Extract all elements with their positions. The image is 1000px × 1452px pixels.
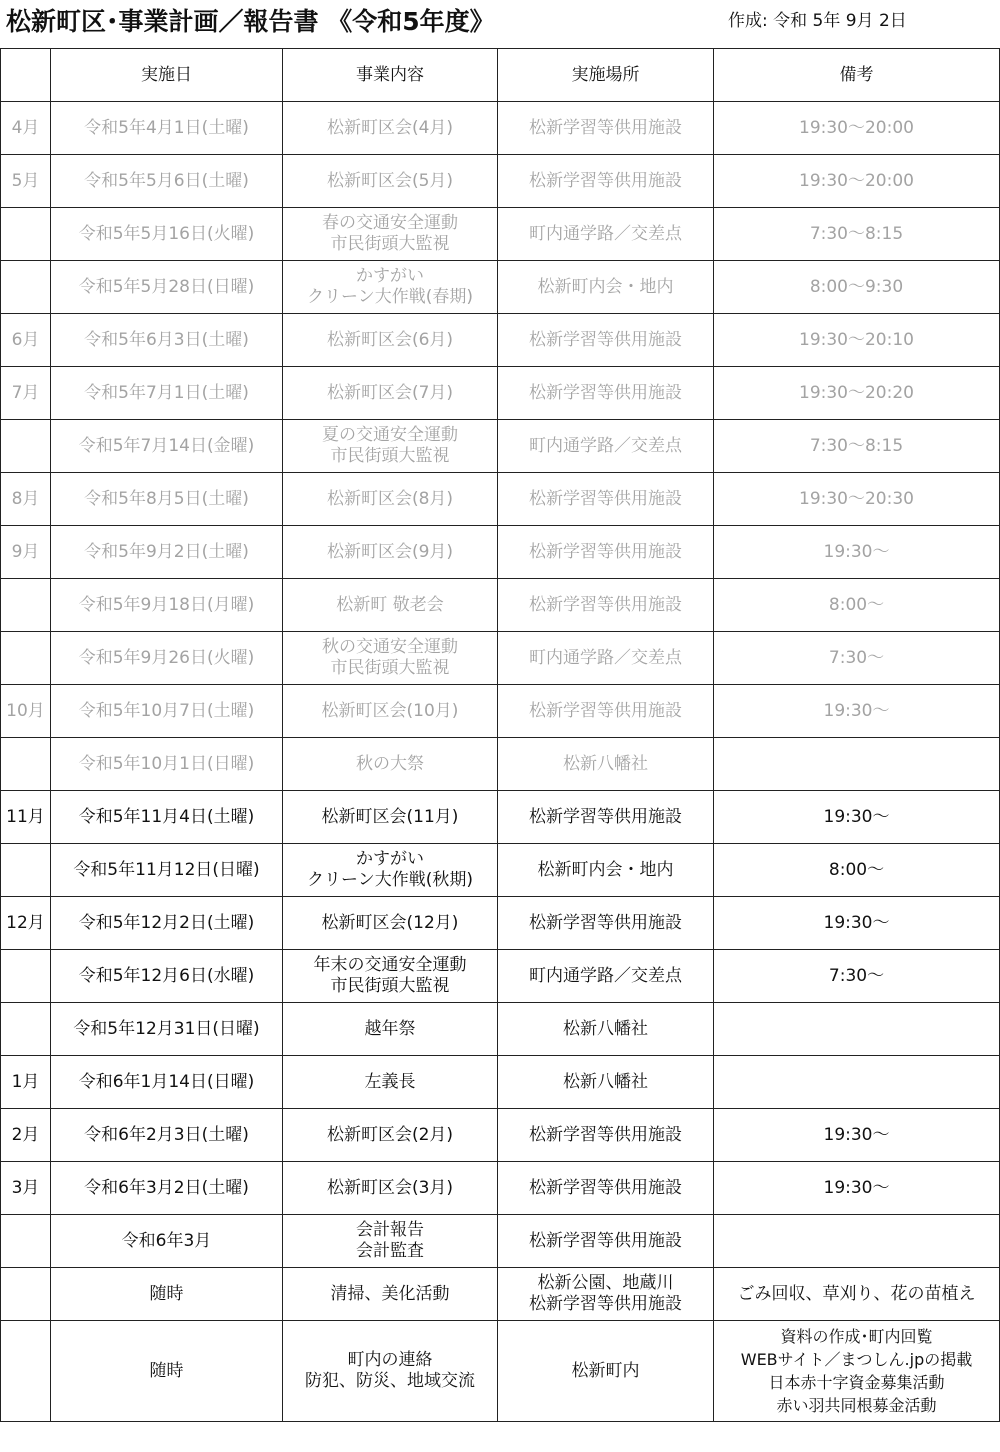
row-date: 令和6年1月14日(日曜) [51,1056,283,1109]
row-date: 令和6年3月2日(土曜) [51,1162,283,1215]
row-month: 7月 [1,367,51,420]
row-content: 松新町区会(8月) [283,473,498,526]
row-month: 8月 [1,473,51,526]
row-month: 10月 [1,685,51,738]
row-content: 夏の交通安全運動 市民街頭大監視 [283,420,498,473]
row-note: 19:30～20:00 [714,102,1000,155]
page-title: 松新町区･事業計画／報告書 《令和5年度》 [6,7,495,36]
row-content: 松新町区会(3月) [283,1162,498,1215]
row-place: 松新学習等供用施設 [498,1162,714,1215]
row-content: 松新町区会(5月) [283,155,498,208]
row-date: 令和5年12月31日(日曜) [51,1003,283,1056]
row-date: 令和5年7月14日(金曜) [51,420,283,473]
row-place: 松新学習等供用施設 [498,685,714,738]
table-row [1,1109,1000,1162]
row-note: 7:30～8:15 [714,208,1000,261]
row-date: 令和5年4月1日(土曜) [51,102,283,155]
row-month [1,579,51,632]
row-note: 19:30～ [714,1162,1000,1215]
table-row [1,1162,1000,1215]
row-place: 松新学習等供用施設 [498,102,714,155]
row-month [1,420,51,473]
row-place: 松新学習等供用施設 [498,473,714,526]
table-row [1,526,1000,579]
row-place: 松新学習等供用施設 [498,1109,714,1162]
row-place: 町内通学路／交差点 [498,420,714,473]
row-note [714,1056,1000,1109]
row-month [1,632,51,685]
row-content: かすがい クリーン大作戦(秋期) [283,844,498,897]
table-row [1,1215,1000,1268]
row-date: 令和5年9月18日(月曜) [51,579,283,632]
row-date: 令和5年5月28日(日曜) [51,261,283,314]
table-row [1,791,1000,844]
table-row [1,738,1000,791]
row-content: 年末の交通安全運動 市民街頭大監視 [283,950,498,1003]
creation-date: 作成: 令和 5年 9月 2日 [728,11,907,31]
row-date: 令和5年5月16日(火曜) [51,208,283,261]
row-note: 19:30～ [714,791,1000,844]
row-content: 松新町区会(9月) [283,526,498,579]
row-note: 19:30～20:00 [714,155,1000,208]
row-content: 左義長 [283,1056,498,1109]
row-month [1,950,51,1003]
row-note: 7:30～ [714,950,1000,1003]
row-date: 令和5年7月1日(土曜) [51,367,283,420]
document-header [0,0,1000,48]
row-place: 松新学習等供用施設 [498,155,714,208]
row-note: 19:30～ [714,897,1000,950]
table-row [1,632,1000,685]
row-month [1,1321,51,1422]
table-row [1,261,1000,314]
row-content: 松新町区会(4月) [283,102,498,155]
row-content: 松新町区会(2月) [283,1109,498,1162]
column-header-place: 実施場所 [498,49,714,102]
row-place: 松新学習等供用施設 [498,791,714,844]
row-note [714,1215,1000,1268]
row-place: 松新町内 [498,1321,714,1422]
table-row [1,844,1000,897]
column-header-note: 備考 [714,49,1000,102]
row-date: 令和6年3月 [51,1215,283,1268]
row-date: 令和5年12月6日(水曜) [51,950,283,1003]
row-place: 町内通学路／交差点 [498,208,714,261]
row-place: 町内通学路／交差点 [498,632,714,685]
column-header-date: 実施日 [51,49,283,102]
row-place: 松新学習等供用施設 [498,367,714,420]
row-content: 秋の交通安全運動 市民街頭大監視 [283,632,498,685]
table-row [1,208,1000,261]
row-place: 松新八幡社 [498,738,714,791]
row-month: 5月 [1,155,51,208]
row-content: かすがい クリーン大作戦(春期) [283,261,498,314]
row-content: 会計報告 会計監査 [283,1215,498,1268]
row-date: 令和5年10月7日(土曜) [51,685,283,738]
row-note [714,1003,1000,1056]
table-row [1,314,1000,367]
row-content: 松新町区会(7月) [283,367,498,420]
row-note: 19:30～20:10 [714,314,1000,367]
row-date: 令和6年2月3日(土曜) [51,1109,283,1162]
table-row [1,1321,1000,1422]
row-date: 令和5年10月1日(日曜) [51,738,283,791]
table-row [1,102,1000,155]
row-place: 松新学習等供用施設 [498,1215,714,1268]
row-date: 令和5年11月4日(土曜) [51,791,283,844]
row-content: 松新町区会(6月) [283,314,498,367]
row-date: 令和5年12月2日(土曜) [51,897,283,950]
row-place: 町内通学路／交差点 [498,950,714,1003]
row-place: 松新学習等供用施設 [498,314,714,367]
row-date: 令和5年6月3日(土曜) [51,314,283,367]
row-month [1,1215,51,1268]
row-place: 松新八幡社 [498,1003,714,1056]
row-month: 6月 [1,314,51,367]
row-note: ごみ回収、草刈り、花の苗植え [714,1268,1000,1321]
row-note: 19:30～20:30 [714,473,1000,526]
row-month: 3月 [1,1162,51,1215]
schedule-table [0,48,1000,1422]
row-month [1,208,51,261]
row-month: 12月 [1,897,51,950]
row-month [1,738,51,791]
table-row [1,155,1000,208]
table-row [1,950,1000,1003]
row-date: 令和5年11月12日(日曜) [51,844,283,897]
row-date: 令和5年8月5日(土曜) [51,473,283,526]
row-date: 随時 [51,1321,283,1422]
table-row [1,473,1000,526]
row-note: 8:00～ [714,844,1000,897]
row-content: 町内の連絡 防犯、防災、地域交流 [283,1321,498,1422]
row-month [1,261,51,314]
column-header-month [1,49,51,102]
row-note: 8:00～9:30 [714,261,1000,314]
row-place: 松新公園、地蔵川 松新学習等供用施設 [498,1268,714,1321]
row-month [1,1268,51,1321]
row-note: 8:00～ [714,579,1000,632]
table-header-row [1,49,1000,102]
row-content: 松新町区会(10月) [283,685,498,738]
row-month: 2月 [1,1109,51,1162]
row-place: 松新町内会・地内 [498,261,714,314]
row-place: 松新八幡社 [498,1056,714,1109]
row-place: 松新学習等供用施設 [498,897,714,950]
table-row [1,420,1000,473]
table-row [1,367,1000,420]
row-content: 越年祭 [283,1003,498,1056]
row-month [1,1003,51,1056]
row-note: 7:30～8:15 [714,420,1000,473]
row-content: 松新町区会(12月) [283,897,498,950]
row-content: 松新町 敬老会 [283,579,498,632]
row-content: 春の交通安全運動 市民街頭大監視 [283,208,498,261]
row-content: 清掃、美化活動 [283,1268,498,1321]
row-date: 令和5年9月2日(土曜) [51,526,283,579]
table-row [1,897,1000,950]
row-month: 9月 [1,526,51,579]
table-row [1,685,1000,738]
row-note: 19:30～20:20 [714,367,1000,420]
row-place: 松新学習等供用施設 [498,579,714,632]
row-date: 令和5年9月26日(火曜) [51,632,283,685]
table-row [1,1056,1000,1109]
row-note: 19:30～ [714,685,1000,738]
column-header-content: 事業内容 [283,49,498,102]
table-row [1,579,1000,632]
row-content: 松新町区会(11月) [283,791,498,844]
row-place: 松新学習等供用施設 [498,526,714,579]
row-date: 令和5年5月6日(土曜) [51,155,283,208]
row-note [714,738,1000,791]
table-row [1,1268,1000,1321]
row-month: 4月 [1,102,51,155]
row-month: 1月 [1,1056,51,1109]
row-month: 11月 [1,791,51,844]
row-date: 随時 [51,1268,283,1321]
row-note: 資料の作成･町内回覧 WEBサイト／まつしん.jpの掲載 日本赤十字資金募集活動 赤い羽共同根募金活動 [714,1321,1000,1422]
row-note: 7:30～ [714,632,1000,685]
row-month [1,844,51,897]
row-content: 秋の大祭 [283,738,498,791]
row-note: 19:30～ [714,1109,1000,1162]
row-note: 19:30～ [714,526,1000,579]
table-row [1,1003,1000,1056]
schedule-body [1,102,1000,1422]
row-place: 松新町内会・地内 [498,844,714,897]
